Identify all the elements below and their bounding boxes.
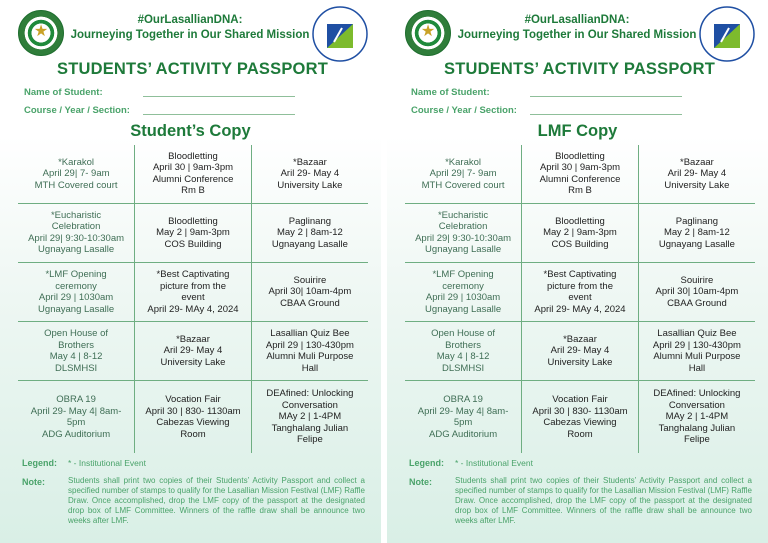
cell-text: Cabezas Viewing [156, 417, 230, 429]
cell-text: ADG Auditorium [429, 428, 498, 440]
activity-cell [522, 322, 639, 381]
cell-text: ADG Auditorium [42, 428, 111, 440]
cell-text: April 29- May 4| 8am- [417, 405, 509, 417]
activity-cell [251, 263, 368, 322]
cell-text: Cabezas Viewing [543, 417, 617, 429]
cell-text: April 29- May 4| 8am- [30, 405, 122, 417]
activity-cell [18, 263, 135, 322]
activity-cell [522, 263, 639, 322]
cell-text: Room [567, 428, 593, 440]
cell-text: Bloodletting [555, 215, 605, 227]
cell-text: Alumni Conference [539, 173, 621, 185]
cell-text: COS Building [551, 238, 609, 250]
university-seal-logo [405, 10, 451, 56]
cell-text: Souirire [293, 274, 327, 286]
note-label: Note: [409, 477, 432, 487]
grid-row [405, 145, 755, 203]
cell-text: Aril 29- May 4 [667, 168, 727, 180]
grid-row [405, 263, 755, 322]
lasallian-mission-festival-logo [312, 6, 368, 62]
cell-text: *Eucharistic [50, 209, 102, 221]
cell-text: Bloodletting [168, 150, 218, 162]
cell-text: April 30 | 830- 1130am [145, 405, 241, 417]
cell-text: *Bazaar [563, 333, 597, 345]
grid-row [405, 203, 755, 262]
cell-text: Open House of [431, 328, 496, 340]
cell-text: MTH Covered court [34, 179, 118, 191]
activity-cell [251, 381, 368, 453]
hashtag-heading: #OurLasallianDNA: [524, 14, 630, 26]
course-label: Course / Year / Section: [411, 105, 517, 116]
activity-cell [135, 381, 252, 453]
activity-cell [18, 381, 135, 453]
activity-cell [405, 381, 522, 453]
course-label: Course / Year / Section: [24, 105, 130, 116]
legend-text: * - Institutional Event [68, 458, 146, 468]
activity-cell [405, 263, 522, 322]
cell-text: event [181, 292, 205, 304]
grid-row [18, 145, 368, 203]
cell-text: CBAA Ground [667, 297, 727, 309]
activity-cell [638, 381, 755, 453]
activity-cell [135, 203, 252, 262]
cell-text: *Karakol [58, 156, 95, 168]
course-line [143, 114, 295, 115]
cell-text: Tanghalang Julian [658, 422, 736, 434]
mission-subtitle: Journeying Together in Our Shared Mission [70, 29, 310, 41]
legend-label: Legend: [409, 458, 444, 468]
cell-text: Paglinang [288, 215, 332, 227]
cell-text: *Best Captivating [156, 269, 230, 281]
cell-text: April 30| 10am-4pm [268, 286, 352, 298]
mission-subtitle: Journeying Together in Our Shared Mission [457, 29, 697, 41]
cell-text: University Lake [277, 179, 343, 191]
lasallian-mission-festival-logo [699, 6, 755, 62]
cell-text: DLSMHSI [441, 362, 485, 374]
cell-text: April 29 | 130-430pm [652, 339, 741, 351]
activity-cell [638, 322, 755, 381]
activity-cell [18, 145, 135, 203]
cell-text: *Eucharistic [437, 209, 489, 221]
cell-text: Brothers [445, 339, 482, 351]
activity-cell [18, 322, 135, 381]
cell-text: *Bazaar [680, 156, 714, 168]
cell-text: Paglinang [675, 215, 719, 227]
grid-row [405, 381, 755, 453]
cell-text: Rm B [568, 185, 592, 197]
note-text: Students shall print two copies of their Students’ Activity Passport and collect a specified number of stamps to qualify for the Lasallian Mission Festival (LMF) Raffle Draw. Once accomplished, drop the LMF copy of the passport at the designated drop box of LMF Committee. Winners of the raffle draw shall be announce two weeks after LMF. [455, 476, 752, 525]
cell-text: Tanghalang Julian [271, 422, 349, 434]
cell-text: University Lake [160, 356, 226, 368]
cell-text: Bloodletting [168, 215, 218, 227]
cell-text: Aril 29- May 4 [280, 168, 340, 180]
cell-text: MAy 2 | 1-4PM [278, 411, 342, 423]
cell-text: Souirire [680, 274, 714, 286]
cell-text: ceremony [442, 280, 484, 292]
cell-text: University Lake [547, 356, 613, 368]
cell-text: Alumni Conference [152, 173, 234, 185]
activity-cell [522, 145, 639, 203]
cell-text: MTH Covered court [421, 179, 505, 191]
university-seal-logo [18, 10, 64, 56]
activity-grid [18, 145, 368, 453]
cell-text: Lasallian Quiz Bee [657, 328, 737, 340]
cell-text: 5pm [453, 417, 473, 429]
cell-text: April 29| 9:30-10:30am [28, 232, 125, 244]
cell-text: OBRA 19 [56, 394, 96, 406]
cell-text: April 30 | 9am-3pm [152, 162, 234, 174]
cell-text: April 30 | 830- 1130am [532, 405, 628, 417]
passport-lmf-copy [387, 0, 768, 543]
cell-text: April 29- MAy 4, 2024 [147, 303, 239, 315]
cell-text: Ugnayang Lasalle [425, 303, 502, 315]
cell-text: Aril 29- May 4 [550, 345, 610, 357]
cell-text: April 30 | 9am-3pm [539, 162, 621, 174]
cell-text: MAy 2 | 1-4PM [665, 411, 729, 423]
cell-text: Bloodletting [555, 150, 605, 162]
cell-text: May 2 | 9am-3pm [156, 227, 230, 239]
cell-text: April 29| 7- 9am [429, 168, 497, 180]
cell-text: April 29| 9:30-10:30am [415, 232, 512, 244]
grid-row [18, 203, 368, 262]
copy-heading: Student’s Copy [130, 122, 251, 140]
cell-text: Celebration [438, 221, 488, 233]
cell-text: *Best Captivating [543, 269, 617, 281]
activity-cell [251, 322, 368, 381]
cell-text: Vocation Fair [165, 394, 221, 406]
course-line [530, 114, 682, 115]
activity-grid [405, 145, 755, 453]
cell-text: CBAA Ground [280, 297, 340, 309]
cell-text: May 2 | 8am-12 [663, 227, 730, 239]
cell-text: May 4 | 8-12 [49, 351, 103, 363]
cell-text: OBRA 19 [443, 394, 483, 406]
grid-row [18, 263, 368, 322]
cell-text: University Lake [664, 179, 730, 191]
cell-text: April 29 | 1030am [38, 292, 114, 304]
activity-cell [18, 203, 135, 262]
activity-cell [522, 381, 639, 453]
cell-text: Lasallian Quiz Bee [270, 328, 350, 340]
cell-text: Felipe [683, 434, 710, 446]
cell-text: Room [180, 428, 206, 440]
cell-text: Hall [301, 362, 319, 374]
cell-text: Open House of [44, 328, 109, 340]
cell-text: April 30| 10am-4pm [655, 286, 739, 298]
star-icon: ★ [33, 23, 49, 40]
cell-text: Ugnayang Lasalle [425, 244, 502, 256]
cell-text: *LMF Opening [45, 269, 107, 281]
name-label: Name of Student: [24, 87, 103, 98]
activity-cell [405, 145, 522, 203]
cell-text: DEAfined: Unlocking [653, 388, 741, 400]
cell-text: Alumni Muli Purpose [653, 351, 741, 363]
legend-label: Legend: [22, 458, 57, 468]
cell-text: Conversation [668, 399, 725, 411]
activity-cell [135, 263, 252, 322]
name-line [530, 96, 682, 97]
cell-text: April 29 | 1030am [425, 292, 501, 304]
cell-text: April 29- MAy 4, 2024 [534, 303, 626, 315]
cell-text: April 29| 7- 9am [42, 168, 110, 180]
activity-cell [405, 322, 522, 381]
activity-cell [405, 203, 522, 262]
grid-row [18, 322, 368, 381]
activity-cell [638, 263, 755, 322]
activity-cell [251, 203, 368, 262]
cell-text: ceremony [55, 280, 97, 292]
cell-text: Ugnayang Lasalle [38, 244, 115, 256]
activity-cell [135, 322, 252, 381]
note-text: Students shall print two copies of their Students’ Activity Passport and collect a specified number of stamps to qualify for the Lasallian Mission Festival (LMF) Raffle Draw. Once accomplished, drop the LMF copy of the passport at the designated drop box of LMF Committee. Winners of the raffle draw shall be announce two weeks after LMF. [68, 476, 365, 525]
star-icon: ★ [420, 23, 436, 40]
activity-cell [251, 145, 368, 203]
cell-text: Ugnayang Lasalle [38, 303, 115, 315]
legend-text: * - Institutional Event [455, 458, 533, 468]
activity-cell [638, 145, 755, 203]
page-title: STUDENTS’ ACTIVITY PASSPORT [444, 60, 715, 78]
cell-text: April 29 | 130-430pm [265, 339, 354, 351]
cell-text: Hall [688, 362, 706, 374]
cell-text: Rm B [181, 185, 205, 197]
grid-row [18, 381, 368, 453]
cell-text: Conversation [281, 399, 338, 411]
cell-text: Celebration [51, 221, 101, 233]
cell-text: Brothers [58, 339, 95, 351]
passport-student-copy [0, 0, 381, 543]
activity-cell [638, 203, 755, 262]
cell-text: 5pm [66, 417, 86, 429]
note-label: Note: [22, 477, 45, 487]
cell-text: *Bazaar [176, 333, 210, 345]
cell-text: DEAfined: Unlocking [266, 388, 354, 400]
cell-text: Ugnayang Lasalle [658, 238, 735, 250]
copy-heading: LMF Copy [537, 122, 618, 140]
page-title: STUDENTS’ ACTIVITY PASSPORT [57, 60, 328, 78]
cell-text: May 4 | 8-12 [436, 351, 490, 363]
grid-row [405, 322, 755, 381]
cell-text: Aril 29- May 4 [163, 345, 223, 357]
cell-text: *LMF Opening [432, 269, 494, 281]
activity-cell [522, 203, 639, 262]
cell-text: May 2 | 8am-12 [276, 227, 343, 239]
cell-text: Alumni Muli Purpose [266, 351, 354, 363]
activity-cell [135, 145, 252, 203]
cell-text: Vocation Fair [552, 394, 608, 406]
cell-text: *Karakol [445, 156, 482, 168]
hashtag-heading: #OurLasallianDNA: [137, 14, 243, 26]
cell-text: *Bazaar [293, 156, 327, 168]
cell-text: Ugnayang Lasalle [271, 238, 348, 250]
cell-text: picture from the [159, 280, 226, 292]
cell-text: picture from the [546, 280, 613, 292]
cell-text: DLSMHSI [54, 362, 98, 374]
cell-text: May 2 | 9am-3pm [543, 227, 617, 239]
cell-text: Felipe [296, 434, 323, 446]
cell-text: COS Building [164, 238, 222, 250]
name-line [143, 96, 295, 97]
name-label: Name of Student: [411, 87, 490, 98]
cell-text: event [568, 292, 592, 304]
